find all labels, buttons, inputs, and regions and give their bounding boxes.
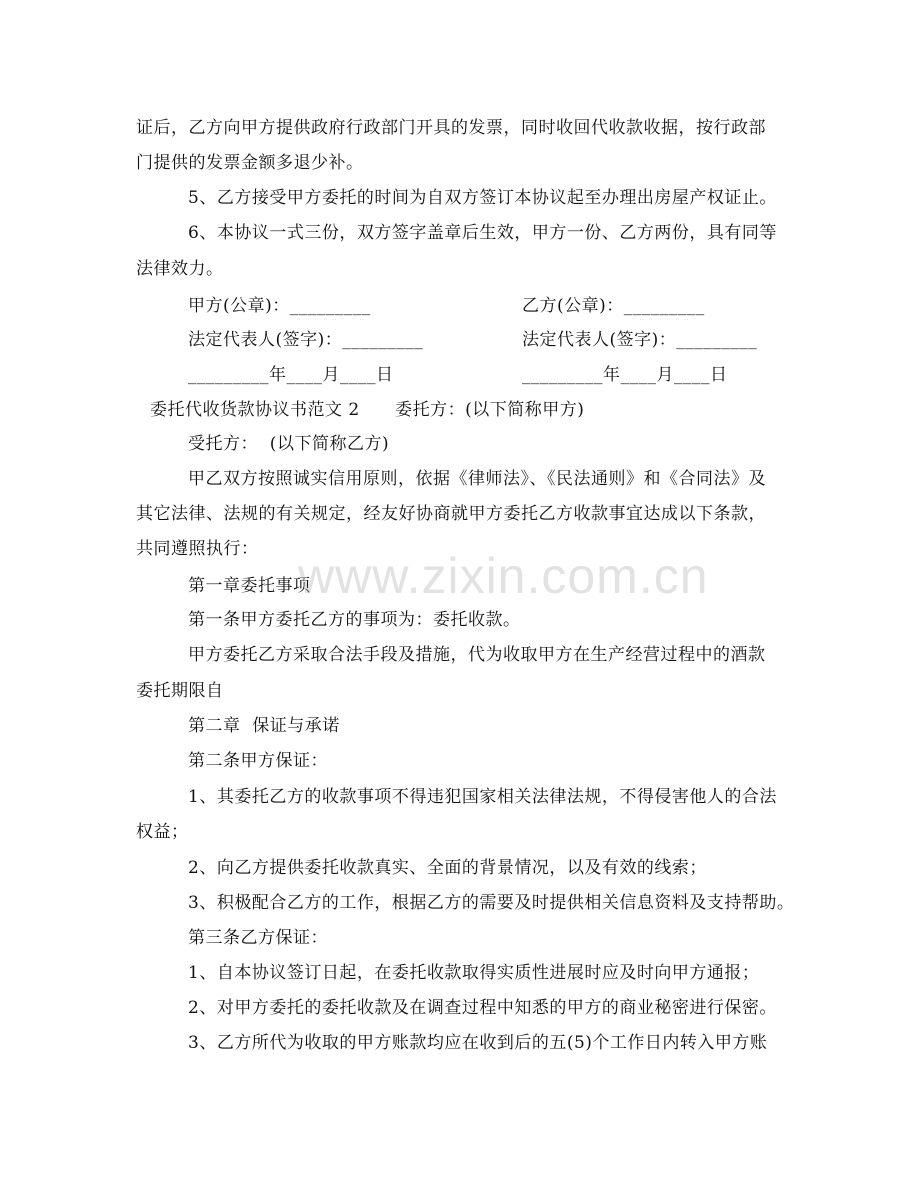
party-a-date: _________年____月____日 — [188, 365, 394, 385]
watermark: www.zixin.com.cn — [298, 548, 709, 604]
party-b-date: _________年____月____日 — [522, 365, 728, 385]
party-a-seal: 甲方(公章)：_________ — [188, 296, 371, 316]
party-b-rep: 法定代表人(签字)：_________ — [522, 330, 758, 350]
party-a-rep: 法定代表人(签字)：_________ — [188, 330, 424, 350]
party-b-seal: 乙方(公章)：_________ — [522, 296, 705, 316]
document-page: 证后，乙方向甲方提供政府行政部门开具的发票，同时收回代收款收据，按行政部 门提供的发票金额多退少补。 5、乙方接受甲方委托的时间为自双方签订本协议起至办理出房屋产权证止。 6、本协议一式三份，双方签字盖章后生效，甲方一份、乙方两份，具有同等 法律效力。 甲方(公章)：_________ 乙方(公章)：_________ 法定代表人(签字)：_________ 法定代表人(签字)：_________ _________年____月____日 _________年____月____日 委托代收货款协议书范文 2 委托方：(以下简称甲方) 受托方： (以下简称乙方) 甲乙双方按照诚实信用原则，依据《律师法》、《民法通则》和《合同法》及 其它法律、法规的有关规定，经友好协商就甲方委托乙方收款事宜达成以下条款， 共同遵照执行： 第一章委托事项 第一条甲方委托乙方的事项为：委托收款。 甲方委托乙方采取合法手段及措施，代为收取甲方在生产经营过程中的酒款 委托期限自 第二章 保证与承诺 第二条甲方保证： 1、其委托乙方的收款事项不得违犯国家相关法律法规，不得侵害他人的合法 权益； 2、向乙方提供委托收款真实、全面的背景情况，以及有效的线索； 3、积极配合乙方的工作，根据乙方的需要及时提供相关信息资料及支持帮助。 第三条乙方保证： 1、自本协议签订日起，在委托收款取得实质性进展时应及时向甲方通报； 2、对甲方委托的委托收款及在调查过程中知悉的甲方的商业秘密进行保密。 3、乙方所代为收取的甲方账款均应在收到后的五(5)个工作日内转入甲方账 www.zixin.com.cn — [136, 118, 795, 1053]
